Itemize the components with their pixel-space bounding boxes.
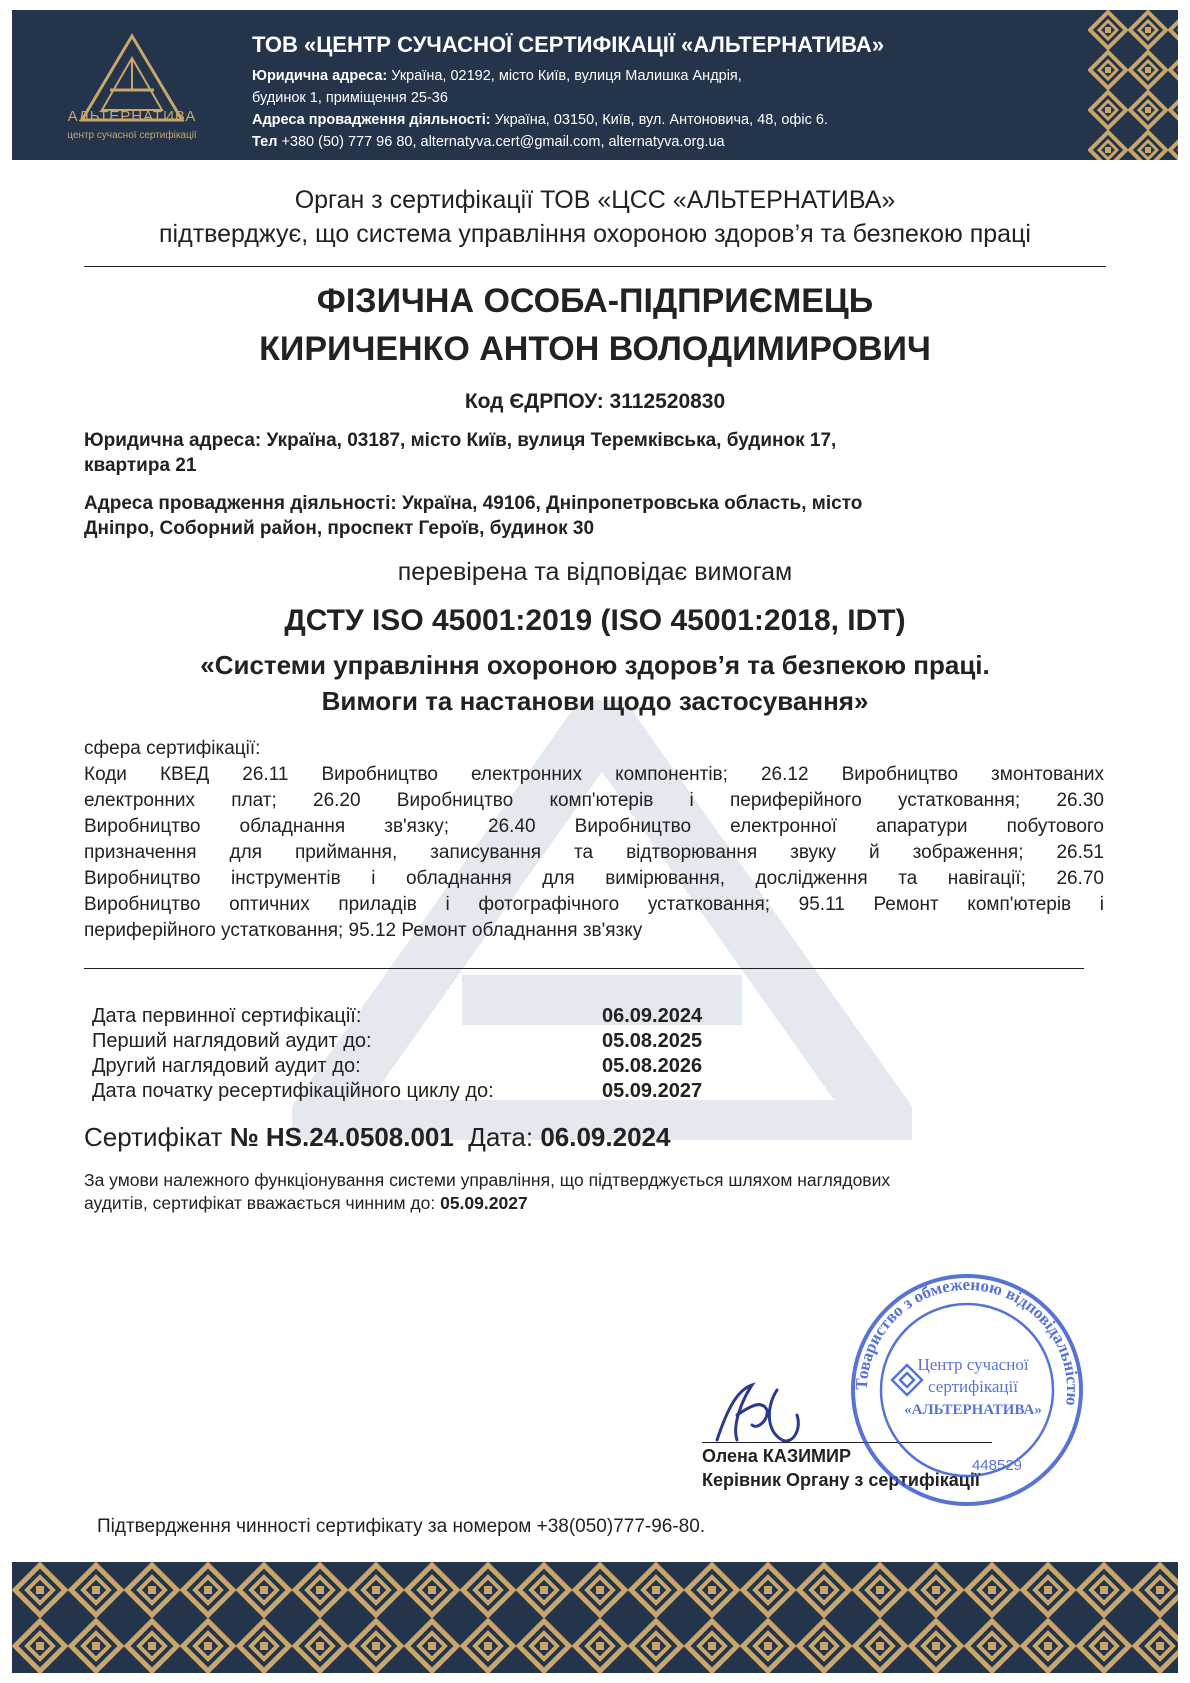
scope-label: сфера сертифікації: [84, 738, 261, 759]
issuer-legal-address-cont: будинок 1, приміщення 25-36 [252, 90, 448, 106]
certificate-number: № HS.24.0508.001 [229, 1122, 454, 1152]
scope-line: електронних плат; 26.20 Виробництво комп'ютерів і периферійного устатковання; 26.30 [84, 790, 1104, 811]
edrpou-code: Код ЄДРПОУ: 3112520830 [464, 390, 726, 413]
compliance-statement: перевірена та відповідає вимогам [397, 558, 793, 586]
date-label: Другий наглядовий аудит до: [92, 1055, 361, 1077]
signer-role: Керівник Органу з сертифікації [702, 1470, 980, 1490]
logo-name: АЛЬТЕРНАТИВА [67, 108, 197, 125]
divider [84, 266, 1106, 267]
svg-text:сертифікації: сертифікації [928, 1377, 1018, 1396]
certificate-label: Сертифікат [84, 1122, 223, 1152]
scope-line: призначення для приймання, записування та відтворювання звуку й зображення; 26.51 [84, 842, 1104, 863]
header-banner [12, 10, 1178, 160]
issuer-contacts: Тел +380 (50) 777 96 80, alternatyva.cert@gmail.com, alternatyva.org.ua [252, 134, 725, 150]
date-value: 05.08.2026 [602, 1055, 703, 1077]
svg-text:Центр сучасної: Центр сучасної [917, 1355, 1029, 1374]
certificate-date-label: Дата: [468, 1122, 534, 1152]
date-label: Перший наглядовий аудит до: [92, 1030, 372, 1052]
standard-code: ДСТУ ISO 45001:2019 (ISO 45001:2018, IDT) [284, 604, 906, 637]
validity-line-1: За умови належного функціонування системи управління, що підтверджується шляхом наглядових [84, 1170, 891, 1190]
ornament-footer-icon [12, 1562, 1178, 1673]
intro-line-2: підтверджує, що система управління охороною здоров’я та безпекою праці [159, 220, 1031, 248]
date-label: Дата первинної сертифікації: [92, 1005, 362, 1027]
scope-line: Виробництво оптичних приладів і фотографічного устатковання; 95.11 Ремонт комп'ютерів і [84, 894, 1104, 915]
logo-subtitle: центр сучасної сертифікації [67, 130, 197, 141]
scope-line: Виробництво інструментів і обладнання для вимірювання, дослідження та навігації; 26.70 [84, 868, 1104, 889]
svg-text:Товариство з обмеженою відпові: Товариство з обмеженою відповідальністю [851, 1274, 1083, 1407]
certificate-page [12, 10, 1178, 1673]
holder-activity-address-cont: Дніпро, Соборний район, проспект Героїв, будинок 30 [84, 518, 595, 539]
certificate-number-line [84, 1122, 670, 1153]
certificate-date: 06.09.2024 [540, 1122, 671, 1152]
svg-text:448529: 448529 [971, 1457, 1023, 1474]
signer-name: Олена КАЗИМИР [702, 1446, 851, 1466]
signature-icon [707, 1370, 827, 1450]
scope-line: Коди КВЕД 26.11 Виробництво електронних компонентів; 26.12 Виробництво змонтованих [84, 764, 1104, 785]
svg-text:«АЛЬТЕРНАТИВА»: «АЛЬТЕРНАТИВА» [904, 1402, 1042, 1418]
verification-note: Підтвердження чинності сертифікату за номером +38(050)777-96-80. [97, 1516, 706, 1537]
standard-title-1: «Системи управління охороною здоров’я та безпекою праці. [200, 650, 990, 680]
date-value: 05.09.2027 [602, 1080, 703, 1102]
issuer-name: ТОВ «ЦЕНТР СУЧАСНОЇ СЕРТИФІКАЦІЇ «АЛЬТЕРНАТИВА» [252, 32, 885, 57]
intro-line-1: Орган з сертифікації ТОВ «ЦСС «АЛЬТЕРНАТИВА» [294, 186, 896, 214]
date-label: Дата початку ресертифікаційного циклу до: [92, 1080, 494, 1102]
date-value: 06.09.2024 [602, 1005, 703, 1027]
scope-line: периферійного устатковання; 95.12 Ремонт обладнання зв'язку [84, 920, 643, 941]
issuer-legal-address: Юридична адреса: Україна, 02192, місто Київ, вулиця Малишка Андрія, [252, 68, 742, 84]
validity-line-2: аудитів, сертифікат вважається чинним до: 05.09.2027 [84, 1193, 528, 1213]
divider [84, 968, 1084, 969]
issuer-activity-address: Адреса провадження діяльності: Україна, 03150, Київ, вул. Антоновича, 48, офіс 6. [252, 112, 828, 128]
scope-line: Виробництво обладнання зв'язку; 26.40 Виробництво електронної апаратури побутового [84, 816, 1104, 837]
holder-legal-address: Юридична адреса: Україна, 03187, місто Київ, вулиця Теремківська, будинок 17, [84, 430, 837, 451]
holder-title: ФІЗИЧНА ОСОБА-ПІДПРИЄМЕЦЬ [316, 282, 874, 320]
ornament-pattern-icon [1088, 10, 1178, 160]
official-stamp-icon [847, 1270, 1087, 1510]
holder-name: КИРИЧЕНКО АНТОН ВОЛОДИМИРОВИЧ [259, 330, 931, 368]
date-value: 05.08.2025 [602, 1030, 703, 1052]
holder-legal-address-cont: квартира 21 [84, 455, 197, 476]
holder-activity-address: Адреса провадження діяльності: Україна, 49106, Дніпропетровська область, місто [84, 493, 863, 514]
standard-title-2: Вимоги та настанови щодо застосування» [321, 686, 869, 716]
